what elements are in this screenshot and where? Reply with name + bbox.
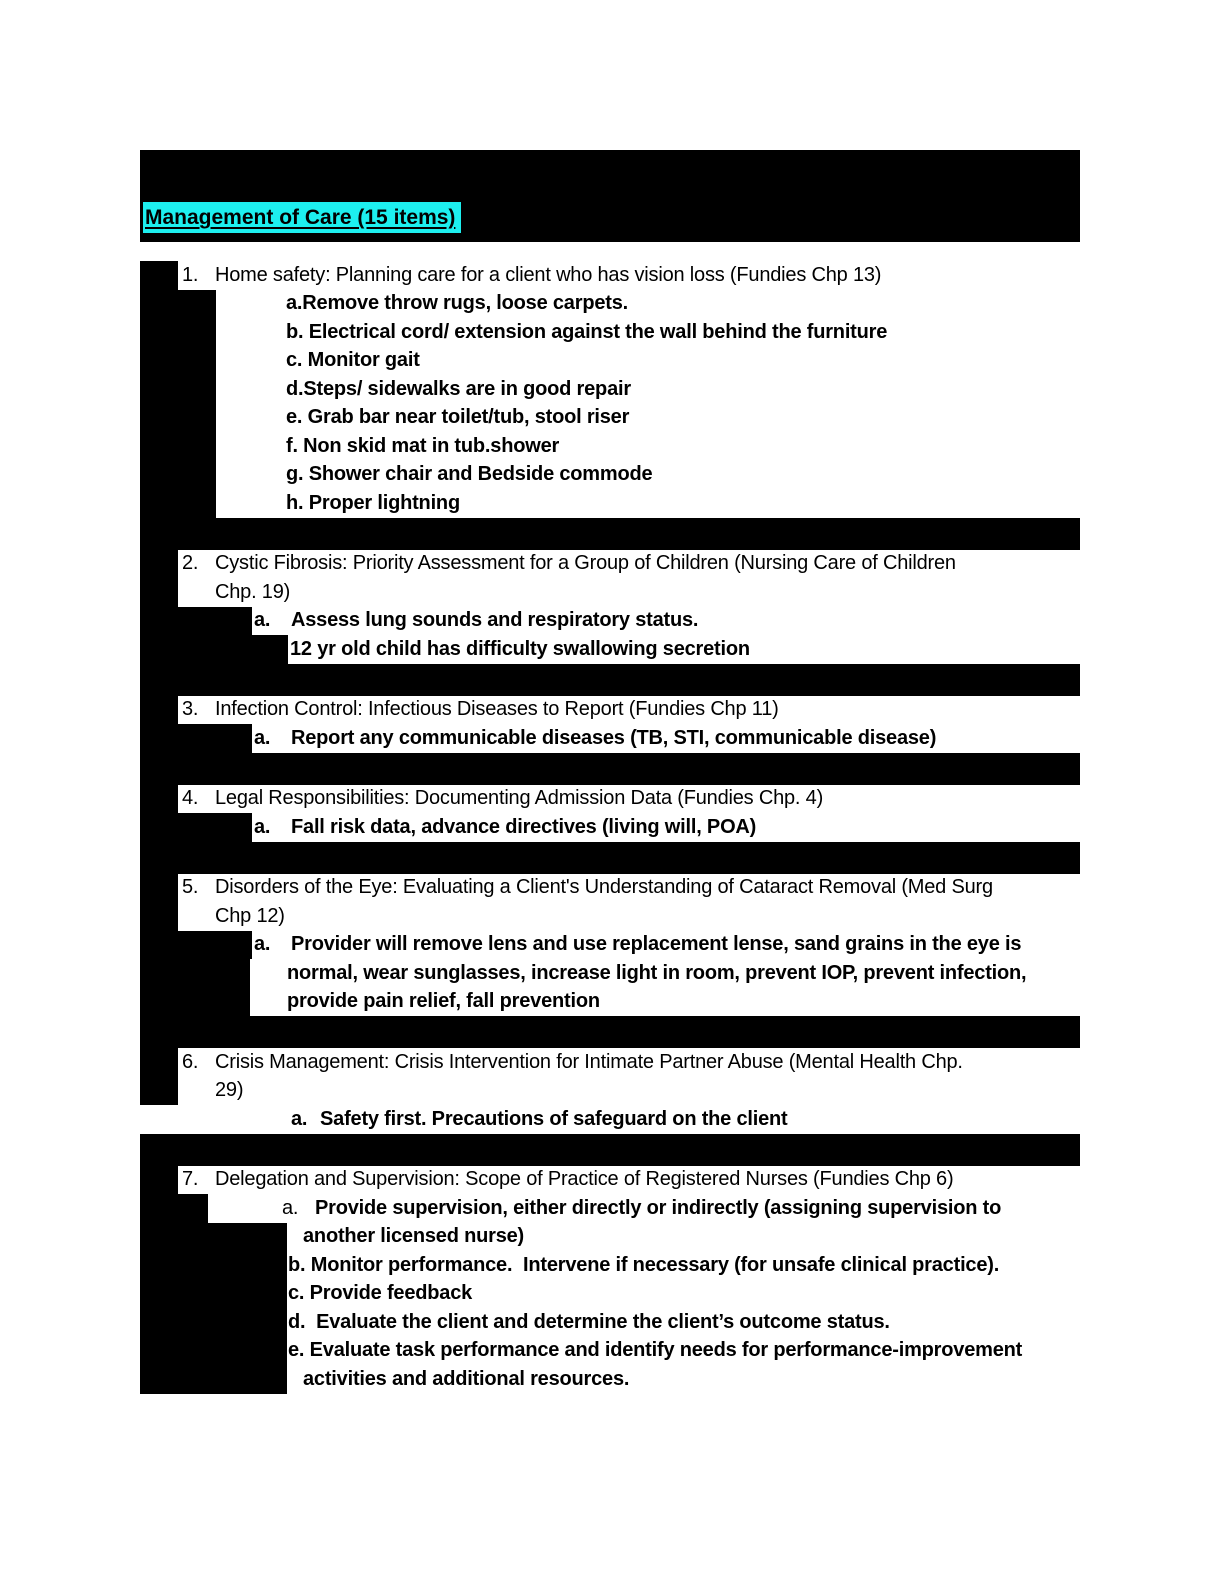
list-marker: 5. [182, 876, 199, 899]
subitem-row [140, 607, 1080, 636]
separator-bar [140, 842, 1080, 874]
line-text: d. Evaluate the client and determine the client’s outcome status. [288, 1310, 890, 1333]
redaction-block [140, 635, 288, 664]
line-text: Cystic Fibrosis: Priority Assessment for a Group of Children (Nursing Care of Children [215, 552, 956, 575]
redaction-block [140, 1166, 178, 1195]
subitem-row [140, 461, 1080, 490]
line-text: Chp 12) [215, 904, 285, 927]
line-content [178, 785, 1080, 814]
separator-bar [140, 1016, 1080, 1048]
section-heading-wrap-row [140, 1077, 1080, 1106]
redaction-block [140, 1251, 287, 1280]
line-text: 12 yr old child has difficulty swallowing secretion [290, 637, 750, 660]
redaction-block [140, 578, 178, 607]
line-content [250, 988, 1080, 1017]
redaction-block [140, 874, 178, 903]
subitem-row [140, 724, 1080, 753]
line-content [287, 1308, 1080, 1337]
line-text: Disorders of the Eye: Evaluating a Client's Understanding of Cataract Removal (Med Surg [215, 876, 993, 899]
line-content [216, 432, 1080, 461]
subitem-row [140, 375, 1080, 404]
line-content [178, 261, 1080, 290]
line-content [288, 635, 1080, 664]
subitem-row [140, 1365, 1080, 1394]
section-heading-row [140, 261, 1080, 290]
line-text: Assess lung sounds and respiratory status. [291, 609, 699, 632]
line-content [216, 489, 1080, 518]
line-content [208, 1194, 1080, 1223]
subitem-row [140, 1280, 1080, 1309]
line-content [252, 813, 1080, 842]
list-marker: 2. [182, 552, 199, 575]
line-text: Provide supervision, either directly or indirectly (assigning supervision to [315, 1196, 1002, 1219]
line-text: g. Shower chair and Bedside commode [286, 463, 653, 486]
line-content [216, 318, 1080, 347]
redaction-block [140, 489, 216, 518]
line-content [252, 724, 1080, 753]
redaction-block [140, 931, 252, 960]
subitem-row [140, 347, 1080, 376]
redaction-block [140, 1280, 287, 1309]
line-content [178, 1077, 1080, 1106]
list-marker: 6. [182, 1050, 199, 1073]
redaction-block [140, 1337, 287, 1366]
line-text: c. Monitor gait [286, 349, 420, 372]
line-text: Delegation and Supervision: Scope of Practice of Registered Nurses (Fundies Chp 6) [215, 1168, 954, 1191]
line-text: normal, wear sunglasses, increase light in room, prevent IOP, prevent infection, [287, 961, 1027, 984]
list-marker: a. [254, 609, 271, 632]
line-text: Chp. 19) [215, 580, 291, 603]
list-marker: a. [291, 1107, 308, 1130]
line-content [287, 1251, 1080, 1280]
redaction-block [140, 432, 216, 461]
line-content [287, 1223, 1080, 1252]
document-rows [140, 242, 1080, 1394]
redaction-block [140, 1194, 208, 1223]
separator-bar [140, 1134, 1080, 1166]
redaction-block [140, 1365, 287, 1394]
line-content [216, 461, 1080, 490]
line-text: 29) [215, 1079, 244, 1102]
subitem-row [140, 1337, 1080, 1366]
line-content [252, 931, 1080, 960]
subitem-row [140, 1194, 1080, 1223]
redaction-block [140, 902, 178, 931]
list-marker: 3. [182, 698, 199, 721]
line-text: b. Monitor performance. Intervene if necessary (for unsafe clinical practice). [288, 1253, 1000, 1276]
top-redaction-block [140, 150, 1080, 242]
line-content [250, 959, 1080, 988]
section-heading-row [140, 874, 1080, 903]
list-marker: 7. [182, 1168, 199, 1191]
line-content [178, 1166, 1080, 1195]
subitem-row [140, 1308, 1080, 1337]
line-content [178, 874, 1080, 903]
line-text: Crisis Management: Crisis Intervention for Intimate Partner Abuse (Mental Health Chp. [215, 1050, 963, 1073]
separator-bar [140, 753, 1080, 785]
section-heading-row [140, 550, 1080, 579]
line-content [178, 550, 1080, 579]
document-title: Management of Care (15 items) [143, 202, 461, 233]
line-content [178, 696, 1080, 725]
line-text: provide pain relief, fall prevention [287, 990, 600, 1013]
line-content [178, 1048, 1080, 1077]
section-heading-wrap-row [140, 578, 1080, 607]
line-text: Safety first. Precautions of safeguard on the client [320, 1107, 788, 1130]
section-heading-row [140, 785, 1080, 814]
line-text: Home safety: Planning care for a client who has vision loss (Fundies Chp 13) [215, 263, 882, 286]
line-text: h. Proper lightning [286, 491, 460, 514]
line-text: b. Electrical cord/ extension against the wall behind the furniture [286, 320, 888, 343]
redaction-block [140, 1308, 287, 1337]
redaction-block [140, 550, 178, 579]
line-text: a.Remove throw rugs, loose carpets. [286, 292, 628, 315]
section-heading-row [140, 1048, 1080, 1077]
separator-bar [140, 518, 1080, 550]
subitem-row [140, 290, 1080, 319]
section-heading-row [140, 1166, 1080, 1195]
line-content [216, 290, 1080, 319]
subitem-row [140, 959, 1080, 988]
line-content [287, 1337, 1080, 1366]
list-marker: a. [254, 815, 271, 838]
redaction-block [140, 813, 252, 842]
redaction-block [140, 261, 178, 290]
line-content [216, 375, 1080, 404]
redaction-block [140, 1077, 178, 1106]
line-text: c. Provide feedback [288, 1282, 473, 1305]
subitem-row [140, 318, 1080, 347]
redaction-block [140, 404, 216, 433]
subitem-row [140, 635, 1080, 664]
line-content [140, 1105, 1080, 1134]
subitem-row [140, 813, 1080, 842]
redaction-block [140, 290, 216, 319]
line-content [252, 607, 1080, 636]
list-marker: a. [254, 726, 271, 749]
list-marker: 4. [182, 787, 199, 810]
subitem-row [140, 931, 1080, 960]
line-content [216, 347, 1080, 376]
line-text: f. Non skid mat in tub.shower [286, 434, 560, 457]
line-content [287, 1280, 1080, 1309]
line-text: e. Grab bar near toilet/tub, stool riser [286, 406, 630, 429]
redaction-block [140, 1048, 178, 1077]
line-text: Report any communicable diseases (TB, STI, communicable disease) [291, 726, 937, 749]
line-text: Fall risk data, advance directives (living will, POA) [291, 815, 757, 838]
line-text: another licensed nurse) [303, 1225, 525, 1248]
line-text: Provider will remove lens and use replacement lense, sand grains in the eye is [291, 933, 1022, 956]
subitem-row [140, 988, 1080, 1017]
redaction-block [140, 318, 216, 347]
line-text: Infection Control: Infectious Diseases to Report (Fundies Chp 11) [215, 698, 779, 721]
redaction-block [140, 375, 216, 404]
list-marker: a. [254, 933, 271, 956]
subitem-row [140, 1251, 1080, 1280]
redaction-block [140, 461, 216, 490]
redaction-block [140, 724, 252, 753]
line-content [178, 578, 1080, 607]
redaction-block [140, 785, 178, 814]
list-marker: a. [282, 1196, 299, 1219]
redaction-block [140, 696, 178, 725]
redaction-block [140, 607, 252, 636]
redaction-block [140, 347, 216, 376]
document [140, 150, 1080, 1394]
redaction-block [140, 988, 250, 1017]
redaction-block [140, 959, 250, 988]
section-heading-wrap-row [140, 902, 1080, 931]
spacer-row [140, 242, 1080, 261]
line-content [178, 902, 1080, 931]
separator-bar [140, 664, 1080, 696]
section-heading-row [140, 696, 1080, 725]
subitem-row [140, 404, 1080, 433]
redaction-block [140, 1223, 287, 1252]
line-text: Legal Responsibilities: Documenting Admission Data (Fundies Chp. 4) [215, 787, 824, 810]
subitem-row [140, 489, 1080, 518]
line-content [216, 404, 1080, 433]
line-text: d.Steps/ sidewalks are in good repair [286, 377, 631, 400]
subitem-row [140, 1105, 1080, 1134]
line-text: e. Evaluate task performance and identify needs for performance-improvement [288, 1339, 1023, 1362]
line-text: activities and additional resources. [303, 1367, 630, 1390]
list-marker: 1. [182, 263, 199, 286]
line-content [287, 1365, 1080, 1394]
subitem-row [140, 1223, 1080, 1252]
subitem-row [140, 432, 1080, 461]
